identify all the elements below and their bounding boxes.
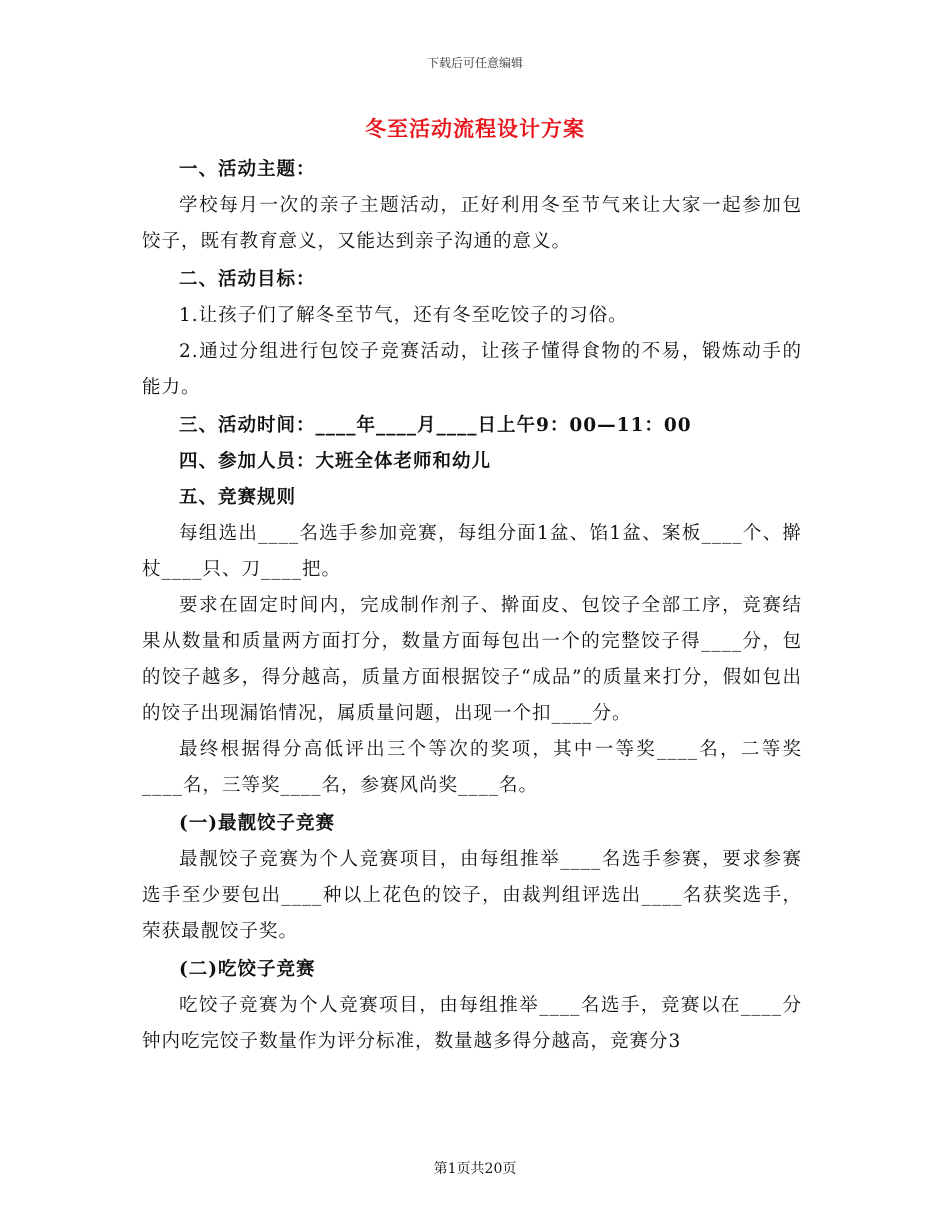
section-4-heading: 四、参加人员：大班全体老师和幼儿: [179, 451, 492, 472]
page-footer: 第1页共20页: [433, 1161, 517, 1177]
section-2-item-1: 1.让孩子们了解冬至节气，还有冬至吃饺子的习俗。: [179, 305, 628, 326]
header-note: 下载后可任意编辑: [426, 56, 523, 70]
subsection-2-heading: (二)吃饺子竞赛: [179, 959, 316, 980]
subsection-1-paragraph: 最靓饺子竞赛为个人竞赛项目，由每组推举____名选手参赛，要求参赛选手至少要包出____种以上花色的饺子，由裁判组评选出____名获奖选手，荣获最靓饺子奖。: [142, 849, 802, 942]
document-title: 冬至活动流程设计方案: [365, 116, 585, 141]
section-5-heading: 五、竞赛规则: [179, 487, 297, 508]
section-5-paragraph-2: 要求在固定时间内，完成制作剂子、擀面皮、包饺子全部工序，竞赛结果从数量和质量两方面打分，数量方面每包出一个的完整饺子得____分，包的饺子越多，得分越高，质量方面根据饺子“成品”的质量来打分，假如包出的饺子出现漏馅情况，属质量问题，出现一个扣____分。: [142, 595, 802, 724]
section-5-paragraph-3: 最终根据得分高低评出三个等次的奖项，其中一等奖____名，二等奖____名，三等奖____名，参赛风尚奖____名。: [142, 739, 802, 796]
document-body: [142, 152, 802, 1060]
section-3-heading: 三、活动时间：____年____月____日上午9：00—11：00: [179, 415, 692, 436]
section-1-heading: 一、活动主题：: [179, 159, 316, 180]
subsection-2-paragraph: 吃饺子竞赛为个人竞赛项目，由每组推举____名选手，竞赛以在____分钟内吃完饺子数量作为评分标准，数量越多得分越高，竞赛分3: [142, 995, 802, 1052]
subsection-1-heading: (一)最靓饺子竞赛: [179, 813, 336, 834]
section-2-heading: 二、活动目标：: [179, 269, 316, 290]
section-1-paragraph: 学校每月一次的亲子主题活动，正好利用冬至节气来让大家一起参加包饺子，既有教育意义，又能达到亲子沟通的意义。: [142, 195, 802, 252]
section-2-item-2: 2.通过分组进行包饺子竞赛活动，让孩子懂得食物的不易，锻炼动手的能力。: [142, 341, 802, 398]
section-5-paragraph-1: 每组选出____名选手参加竞赛，每组分面1盆、馅1盆、案板____个、擀杖____只、刀____把。: [142, 523, 802, 580]
